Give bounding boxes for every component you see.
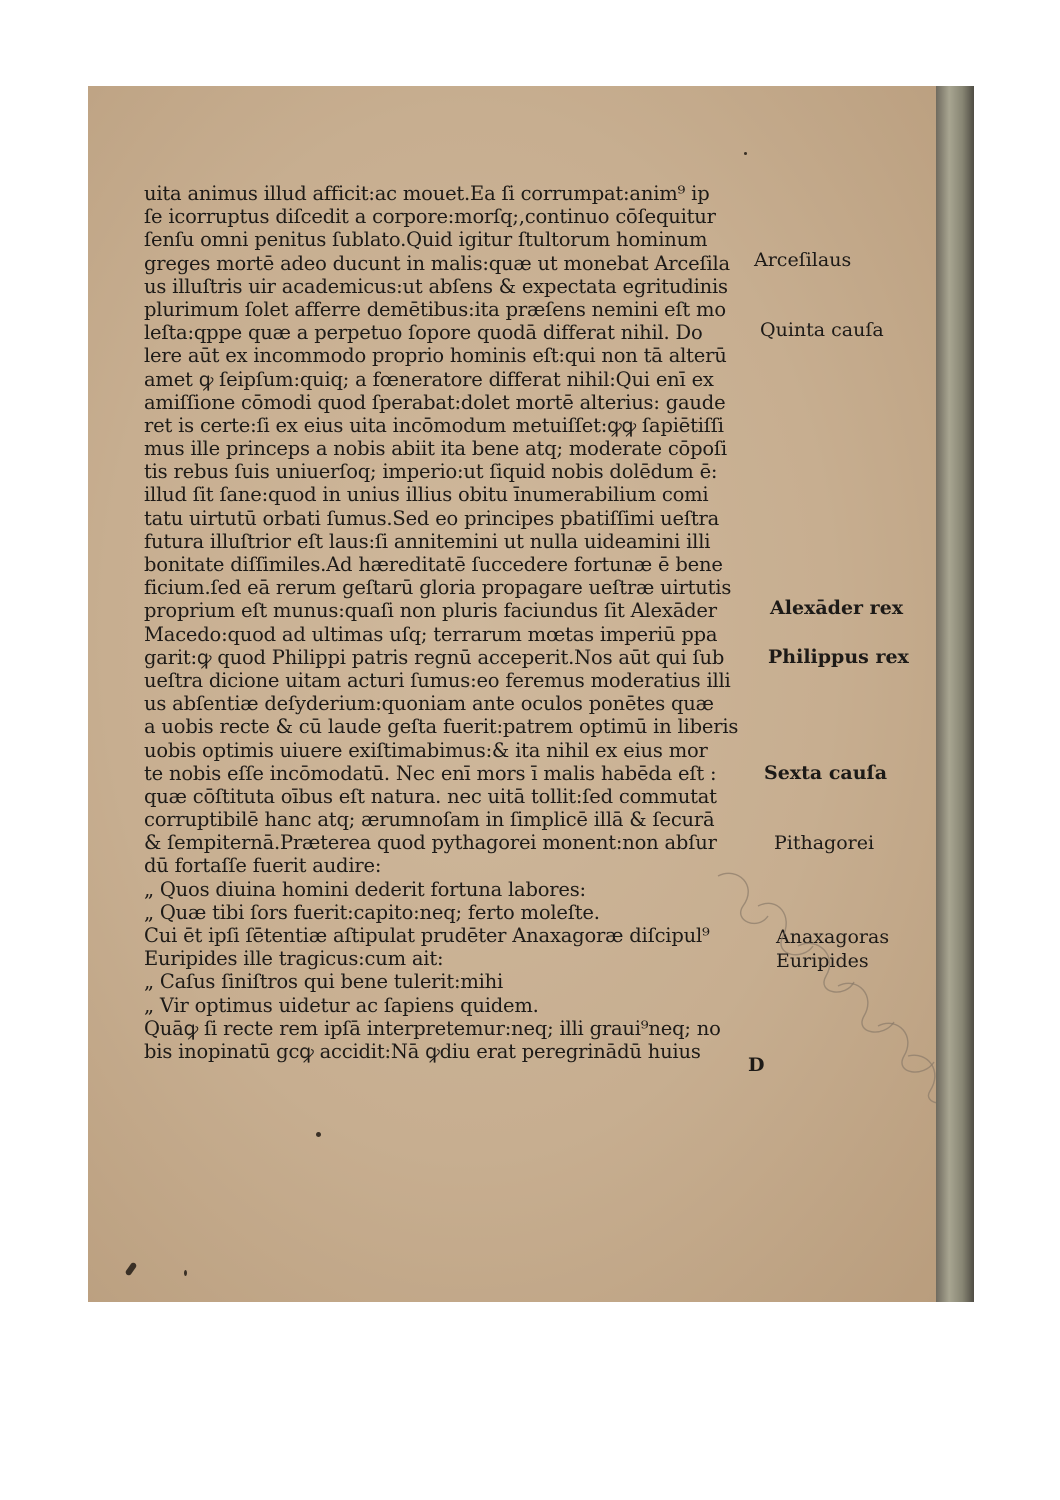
text-line: amet ꝙ ſeipſum:quiq; a fœneratore differat nihil:Qui enī ex xyxy=(144,367,714,391)
text-line: uobis optimis uiuere exiſtimabimus:& ita nihil ex eius mor xyxy=(144,738,708,762)
text-line: quæ cōſtituta oībus eſt natura. nec uitā tollit:ſed commutat xyxy=(144,784,717,808)
text-line: futura illuſtrior eſt laus:ſi annitemini ut nulla uideamini illi xyxy=(144,529,711,553)
text-line: ſe icorruptus diſcedit a corpore:morſq;,continuo cōſequitur xyxy=(144,205,716,229)
text-line: dū fortaſſe fuerit audire: xyxy=(144,854,382,878)
text-line: uita animus illud afficit:ac mouet.Ea ſi corrumpat:anim⁹ ip xyxy=(144,182,710,205)
text-line: plurimum ſolet afferre demētibus:ita præſens nemini eſt mo xyxy=(144,297,726,321)
margin-note-euripides: Euripides xyxy=(776,950,869,972)
paper-speck xyxy=(125,1262,138,1277)
main-text-block xyxy=(144,182,784,1063)
margin-note-pithagorei: Pithagorei xyxy=(774,832,875,854)
text-line: ficium.ſed eā rerum geſtarū gloria propagare ueſtræ uirtutis xyxy=(144,576,732,600)
text-line: tis rebus ſuis uniuerſoq; imperio:ut ſiquid nobis dolēdum ē: xyxy=(144,460,718,484)
text-line: Cui ēt ipſi ſētentiæ aſtipulat prudēter Anaxagoræ diſcipul⁹ xyxy=(144,924,710,947)
text-line: proprium eſt munus:quaſi non pluris faciundus ſit Alexāder xyxy=(144,599,717,623)
text-line: mus ille princeps a nobis abiit ita bene atq; moderate cōpoſi xyxy=(144,437,727,461)
margin-note-quinta-causa: Quinta cauſa xyxy=(760,319,884,341)
paper-speck xyxy=(184,1270,187,1276)
text-line: „ Quos diuina homini dederit fortuna labores: xyxy=(144,877,586,901)
text-line: bonitate diſſimiles.Ad hæreditatē ſuccedere fortunæ ē bene xyxy=(144,553,723,576)
paper-speck xyxy=(316,1132,321,1137)
text-line: bis inopinatū gcꝙ accidit:Nā ꝙdiu erat peregrinādū huius xyxy=(144,1039,701,1063)
text-line: a uobis recte & cū laude geſta fuerit:patrem optimū in liberis xyxy=(144,715,739,739)
text-line: te nobis eſſe incōmodatū. Nec enī mors ī malis habēda eſt : xyxy=(144,761,717,785)
text-line: Macedo:quod ad ultimas uſq; terrarum mœtas imperiū ppa xyxy=(144,622,718,646)
text-line: „ Quæ tibi ſors fuerit:capito:neq; ferto moleſte. xyxy=(144,900,600,924)
margin-note-anaxagoras: Anaxagoras xyxy=(776,926,890,948)
text-line: „ Caſus ſiniſtros qui bene tulerit:mihi xyxy=(144,970,504,994)
text-line: illud ſit ſane:quod in unius illius obitu īnumerabilium comi xyxy=(144,483,709,507)
text-line: lere aūt ex incommodo proprio hominis eſt:qui non tā alterū xyxy=(144,344,727,368)
text-line: us illuſtris uir academicus:ut abſens & expectata egritudinis xyxy=(144,274,728,298)
paper-speck xyxy=(744,152,747,155)
margin-note-philippus: Philippus rex xyxy=(768,646,909,668)
book-page xyxy=(88,86,936,1302)
text-line: us abſentiæ deſyderium:quoniam ante oculos ponētes quæ xyxy=(144,692,714,716)
text-line: ret is certe:ſi ex eius uita incōmodum metuiſſet:ꝙꝙ ſapiētiſſi xyxy=(144,413,724,437)
text-line: greges mortē adeo ducunt in malis:quæ ut monebat Arceſila xyxy=(144,251,730,275)
text-line: garit:ꝙ quod Philippi patris regnū acceperit.Nos aūt qui ſub xyxy=(144,645,725,669)
text-line: Euripides ille tragicus:cum ait: xyxy=(144,947,444,971)
margin-note-alexander: Alexāder rex xyxy=(770,597,904,619)
margin-note-sexta-causa: Sexta cauſa xyxy=(764,762,888,784)
text-line: corruptibilē hanc atq; ærumnoſam in ſimplicē illā & ſecurā xyxy=(144,808,715,832)
text-line: amiſſione cōmodi quod ſperabat:dolet mortē alterius: gaude xyxy=(144,390,726,414)
text-line: ſenſu omni penitus ſublato.Quid igitur ſtultorum hominum xyxy=(144,228,708,252)
scanned-page-frame xyxy=(88,86,974,1302)
text-line: „ Vir optimus uidetur ac ſapiens quidem. xyxy=(144,993,539,1017)
text-line: leſta:qppe quæ a perpetuo ſopore quodā differat nihil. Do xyxy=(144,321,703,345)
text-line: ueſtra dicione uitam acturi ſumus:eo feremus moderatius illi xyxy=(144,668,731,692)
signature-mark: D xyxy=(748,1054,765,1076)
text-line: & ſempiternā.Præterea quod pythagorei monent:non abſur xyxy=(144,831,717,855)
text-line: Quāꝙ ſi recte rem ipſā interpretemur:neq; illi graui⁹neq; no xyxy=(144,1016,721,1040)
margin-note-arcesilaus: Arceſilaus xyxy=(754,249,852,271)
book-edge xyxy=(936,86,974,1302)
text-line: tatu uirtutū orbati ſumus.Sed eo principes pbatiſſimi ueſtra xyxy=(144,506,720,530)
